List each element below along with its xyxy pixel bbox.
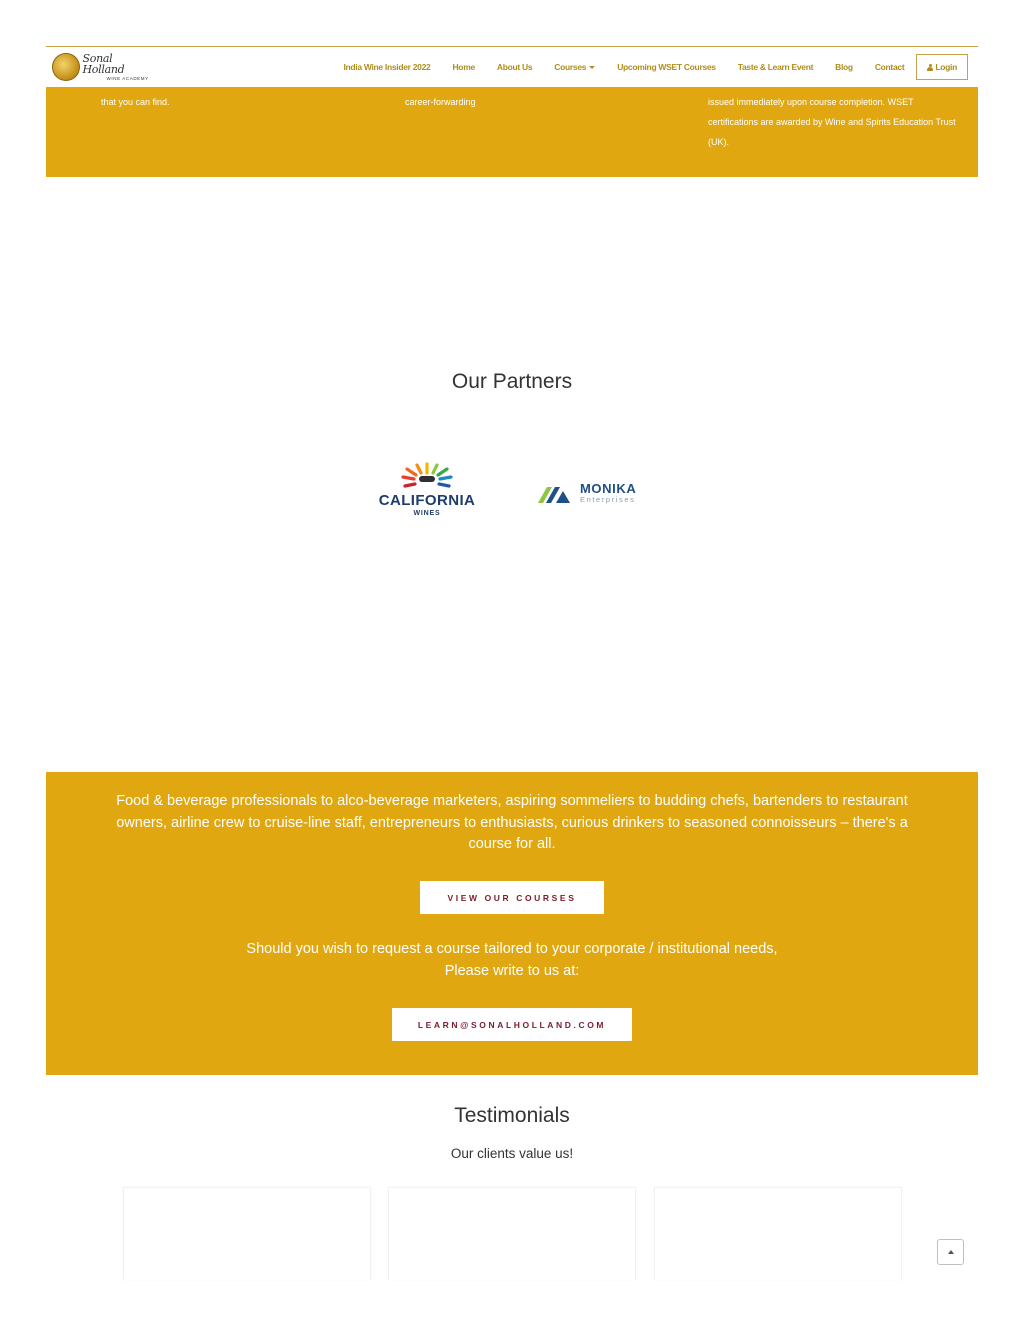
corporate-request-line-1: Should you wish to request a course tailored to your corporate / institutional needs, (246, 941, 778, 957)
features-band (46, 87, 978, 177)
nav-contact[interactable]: Contact (874, 62, 905, 72)
partners-title: Our Partners (451, 370, 573, 393)
monika-subtext: Enterprises (580, 495, 636, 505)
testimonial-card (123, 1187, 371, 1280)
logo-subtext: WINE ACADEMY (106, 75, 149, 81)
partner-logo-california-wines[interactable] (372, 462, 482, 526)
scroll-to-top-button[interactable] (937, 1239, 964, 1265)
corporate-request-line-2: Please write to us at: (444, 962, 580, 979)
login-button[interactable] (916, 54, 968, 80)
user-icon (927, 64, 933, 71)
testimonials-title: Testimonials (454, 1104, 570, 1127)
navbar (46, 47, 978, 87)
logo-seal-icon (52, 53, 80, 81)
testimonial-card (654, 1187, 902, 1280)
corporate-request-text (116, 939, 908, 982)
logo-script-text: Sonal Holland (82, 51, 125, 76)
california-subtext: WINES (413, 510, 441, 517)
chevron-down-icon (589, 66, 595, 69)
nav-courses[interactable] (554, 62, 595, 72)
nav-blog[interactable]: Blog (835, 62, 853, 72)
testimonials-subtitle: Our clients value us! (450, 1146, 574, 1161)
nav-upcoming-wset-courses[interactable]: Upcoming WSET Courses (617, 62, 716, 72)
main-nav (332, 54, 968, 80)
feature-text-1: that you can find. (101, 97, 170, 107)
nav-india-wine-insider[interactable]: India Wine Insider 2022 (343, 62, 431, 72)
monika-mark-icon (536, 481, 578, 505)
feature-text-2: career-forwarding (405, 97, 476, 107)
nav-home[interactable]: Home (452, 62, 475, 72)
nav-about-us[interactable]: About Us (496, 62, 533, 72)
login-label: Login (935, 62, 957, 72)
monika-wordmark: MONIKA (580, 481, 637, 497)
nav-taste-learn-event[interactable]: Taste & Learn Event (737, 62, 814, 72)
email-contact-button[interactable]: LEARN@SONALHOLLAND.COM (392, 1008, 632, 1041)
audience-description: Food & beverage professionals to alco-beverage marketers, aspiring sommeliers to budding chefs, bartenders to restaurant owners, airline crew to cruise-line staff, entrepreneurs to enthusiasts, curious drinkers to seasoned connoisseurs – there's a course for all. (116, 793, 908, 852)
site-logo[interactable] (52, 51, 156, 83)
nav-courses-label: Courses (554, 62, 587, 72)
california-wordmark: CALIFORNIA (378, 492, 476, 509)
california-rays-icon (395, 462, 459, 490)
testimonial-card (388, 1187, 636, 1280)
view-our-courses-button[interactable]: VIEW OUR COURSES (420, 881, 604, 914)
partner-logo-monika-enterprises[interactable] (536, 478, 652, 508)
caret-up-icon (948, 1250, 954, 1254)
courses-cta-band (46, 772, 978, 1075)
feature-text-3: issued immediately upon course completion. WSET certifications are awarded by Wine and Spirits Education Trust (UK). (708, 97, 956, 147)
